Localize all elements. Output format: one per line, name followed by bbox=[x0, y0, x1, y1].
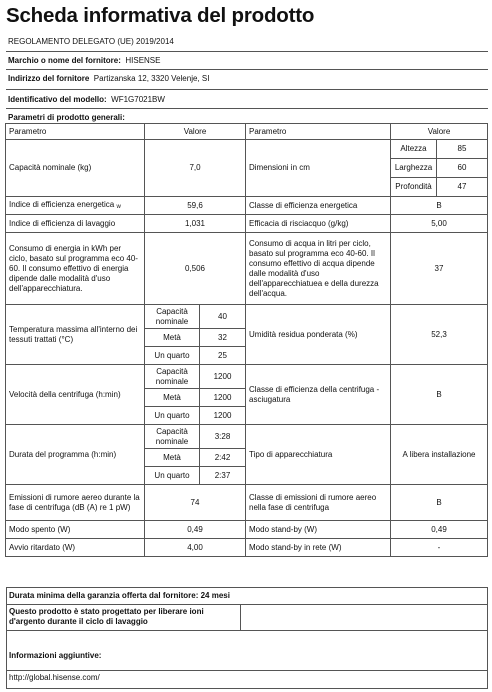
standby-value: 0,49 bbox=[391, 521, 488, 539]
energy-consumption-value: 0,506 bbox=[145, 233, 246, 305]
dimensions-label: Dimensioni in cm bbox=[246, 140, 391, 197]
address-value: Partizanska 12, 3320 Velenje, SI bbox=[93, 74, 210, 83]
network-standby-label: Modo stand-by in rete (W) bbox=[246, 539, 391, 557]
address-label: Indirizzo del fornitore bbox=[8, 74, 90, 83]
header-param: Parametro bbox=[246, 124, 391, 140]
header-value: Valore bbox=[391, 124, 488, 140]
header-row bbox=[6, 124, 488, 140]
standby-label: Modo stand-by (W) bbox=[246, 521, 391, 539]
table-row bbox=[6, 215, 488, 233]
spin-class-label: Classe di efficienza della centrifuga -asciugatura bbox=[246, 365, 391, 425]
delay-start-value: 4,00 bbox=[145, 539, 246, 557]
table-row bbox=[6, 140, 488, 159]
model-field bbox=[8, 95, 165, 104]
eei-label-text: Indice di efficienza energetica bbox=[9, 199, 115, 209]
noise-class-label: Classe di emissioni di rumore aereo nella fase di centrifuga bbox=[246, 485, 391, 521]
eei-value: 59,6 bbox=[145, 197, 246, 215]
noise-value: 74 bbox=[145, 485, 246, 521]
height-value: 85 bbox=[437, 140, 488, 159]
silver-ions-text: Questo prodotto è stato progettato per liberare ioni d'argento durante il ciclo di lavaggio bbox=[9, 605, 241, 630]
max-temp-rated-label: Capacità nominale bbox=[145, 305, 200, 329]
moisture-value: 52,3 bbox=[391, 305, 488, 365]
supplier-label: Marchio o nome del fornitore: bbox=[8, 56, 121, 65]
type-label: Tipo di apparecchiatura bbox=[246, 425, 391, 485]
divider bbox=[6, 69, 488, 70]
type-value: A libera installazione bbox=[391, 425, 488, 485]
energy-consumption-label: Consumo di energia in kWh per ciclo, basato sul programma eco 40-60. Il consumo effettivo di energia dipende dalle modalità d'uso dell'apparecchiatura. bbox=[6, 233, 145, 305]
divider bbox=[6, 108, 488, 109]
table-row bbox=[6, 365, 488, 389]
parameters-table bbox=[5, 123, 488, 557]
header-value: Valore bbox=[145, 124, 246, 140]
duration-quarter-value: 2:37 bbox=[200, 467, 246, 485]
spin-speed-quarter-label: Un quarto bbox=[145, 407, 200, 425]
water-consumption-value: 37 bbox=[391, 233, 488, 305]
rinse-label: Efficacia di risciacquo (g/kg) bbox=[246, 215, 391, 233]
spin-speed-rated-label: Capacità nominale bbox=[145, 365, 200, 389]
spin-speed-half-value: 1200 bbox=[200, 389, 246, 407]
capacity-label: Capacità nominale (kg) bbox=[6, 140, 145, 197]
table-row bbox=[6, 425, 488, 449]
network-standby-value: - bbox=[391, 539, 488, 557]
width-label: Larghezza bbox=[391, 159, 437, 178]
duration-quarter-label: Un quarto bbox=[145, 467, 200, 485]
noise-label: Emissioni di rumore aereo durante la fase di centrifuga (dB (A) re 1 pW) bbox=[6, 485, 145, 521]
table-row bbox=[6, 521, 488, 539]
supplier-value: HISENSE bbox=[125, 56, 161, 65]
supplier-field bbox=[8, 56, 160, 65]
duration-rated-label: Capacità nominale bbox=[145, 425, 200, 449]
off-mode-value: 0,49 bbox=[145, 521, 246, 539]
website-link[interactable]: http://global.hisense.com/ bbox=[6, 671, 488, 689]
table-row bbox=[6, 233, 488, 305]
height-label: Altezza bbox=[391, 140, 437, 159]
regulation-text: REGOLAMENTO DELEGATO (UE) 2019/2014 bbox=[8, 37, 174, 46]
table-row bbox=[6, 539, 488, 557]
wash-index-label: Indice di efficienza di lavaggio bbox=[6, 215, 145, 233]
water-consumption-label: Consumo di acqua in litri per ciclo, basato sul programma eco 40-60. Il consumo effettivo di acqua dipende dalle modalità d'uso dell'apparecchiatuea e della durezza dell'acqua. bbox=[246, 233, 391, 305]
noise-class-value: B bbox=[391, 485, 488, 521]
spin-speed-rated-value: 1200 bbox=[200, 365, 246, 389]
duration-rated-value: 3:28 bbox=[200, 425, 246, 449]
capacity-value: 7,0 bbox=[145, 140, 246, 197]
header-param: Parametro bbox=[6, 124, 145, 140]
page-title: Scheda informativa del prodotto bbox=[6, 4, 315, 27]
table-row bbox=[6, 485, 488, 521]
off-mode-label: Modo spento (W) bbox=[6, 521, 145, 539]
max-temp-quarter-label: Un quarto bbox=[145, 347, 200, 365]
max-temp-label: Temperatura massima all'interno dei tessuti trattati (°C) bbox=[6, 305, 145, 365]
energy-class-label: Classe di efficienza energetica bbox=[246, 197, 391, 215]
divider bbox=[6, 51, 488, 52]
section-title: Parametri di prodotto generali: bbox=[8, 113, 125, 122]
moisture-label: Umidità residua ponderata (%) bbox=[246, 305, 391, 365]
max-temp-quarter-value: 25 bbox=[200, 347, 246, 365]
width-value: 60 bbox=[437, 159, 488, 178]
max-temp-half-label: Metà bbox=[145, 329, 200, 347]
table-row bbox=[6, 197, 488, 215]
address-field bbox=[8, 74, 209, 83]
model-label: Identificativo del modello: bbox=[8, 95, 107, 104]
depth-label: Profondità bbox=[391, 178, 437, 197]
eei-label bbox=[6, 197, 145, 215]
rinse-value: 5,00 bbox=[391, 215, 488, 233]
eei-subscript: w bbox=[116, 203, 121, 210]
spin-class-value: B bbox=[391, 365, 488, 425]
additional-info-row: Informazioni aggiuntive: bbox=[6, 631, 488, 671]
duration-half-label: Metà bbox=[145, 449, 200, 467]
table-row bbox=[6, 305, 488, 329]
warranty-row: Durata minima della garanzia offerta dal fornitore: 24 mesi bbox=[6, 587, 488, 605]
spin-speed-half-label: Metà bbox=[145, 389, 200, 407]
spin-speed-label: Velocità della centrifuga (h:min) bbox=[6, 365, 145, 425]
duration-half-value: 2:42 bbox=[200, 449, 246, 467]
max-temp-rated-value: 40 bbox=[200, 305, 246, 329]
duration-label: Durata del programma (h:min) bbox=[6, 425, 145, 485]
energy-class-value: B bbox=[391, 197, 488, 215]
depth-value: 47 bbox=[437, 178, 488, 197]
delay-start-label: Avvio ritardato (W) bbox=[6, 539, 145, 557]
divider bbox=[6, 89, 488, 90]
silver-ions-row bbox=[6, 605, 488, 631]
wash-index-value: 1,031 bbox=[145, 215, 246, 233]
spin-speed-quarter-value: 1200 bbox=[200, 407, 246, 425]
model-value: WF1G7021BW bbox=[111, 95, 165, 104]
max-temp-half-value: 32 bbox=[200, 329, 246, 347]
